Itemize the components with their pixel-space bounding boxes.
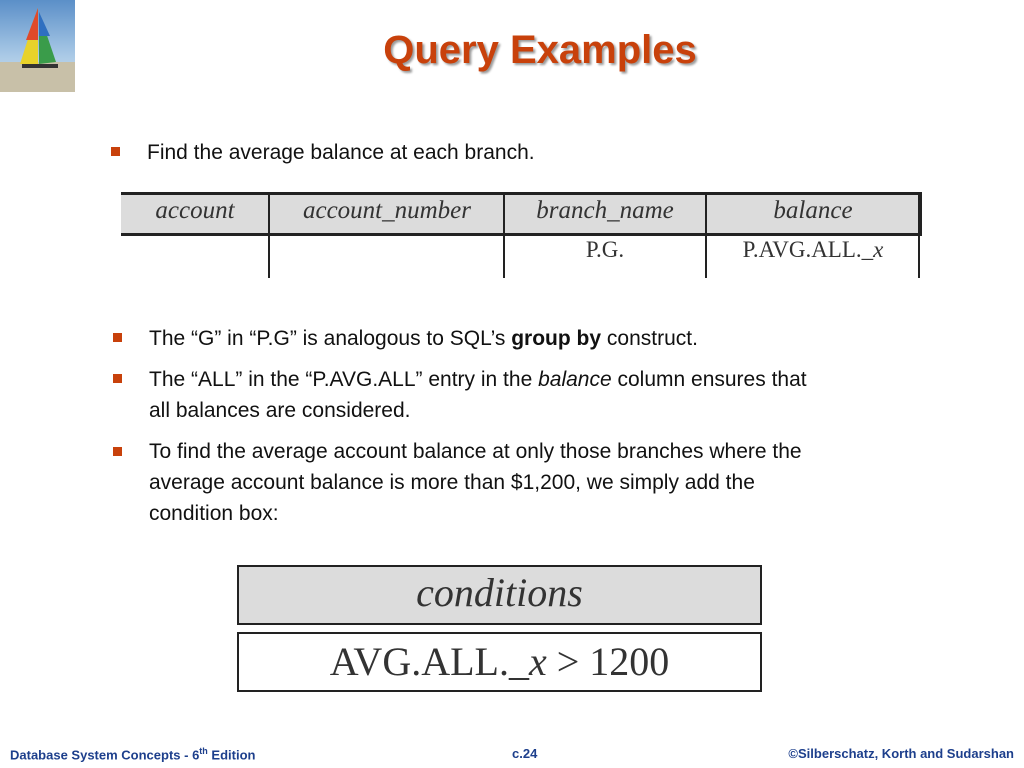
bullet-marker (113, 447, 122, 456)
bullet-text: The “G” in “P.G” is analogous to SQL’s (149, 327, 512, 350)
bullet-text: condition box: (149, 502, 279, 525)
balance-command: P.AVG.ALL._ (742, 237, 874, 262)
bullet-marker (111, 147, 120, 156)
conditions-header: conditions (237, 565, 762, 625)
footer-copyright: ©Silberschatz, Korth and Sudarshan (788, 746, 1014, 761)
bullet-marker (113, 374, 122, 383)
intro-text: Find the average balance at each branch. (147, 141, 535, 164)
bullet-bold: group by (511, 327, 602, 350)
bullet-text: The “ALL” in the “P.AVG.ALL” entry in the (149, 368, 539, 391)
expr-command: AVG.ALL._ (329, 639, 529, 684)
conditions-expression (237, 632, 762, 692)
bullet-text: column ensures that (611, 368, 807, 391)
footer-text: Database System Concepts - 6 (10, 747, 200, 763)
footer-superscript: th (199, 746, 208, 756)
header-balance: balance (773, 197, 853, 224)
header-account: account (155, 197, 235, 224)
expr-variable: x (528, 639, 547, 684)
cell-branch-name: P.G. (585, 237, 625, 262)
bullet-all (149, 364, 807, 426)
footer-left (10, 746, 255, 762)
expr-comparison: > 1200 (546, 639, 670, 684)
cell-account (121, 236, 269, 272)
footer-page-number: c.24 (512, 746, 538, 761)
bullet-marker (113, 333, 122, 342)
qbe-account-table (121, 192, 921, 278)
bullet-italic: balance (538, 368, 612, 391)
footer-text: Edition (207, 747, 256, 763)
bullet-text: construct. (601, 327, 698, 350)
header-account-number: account_number (302, 197, 472, 224)
header-branch-name: branch_name (536, 197, 674, 224)
cell-account-number (271, 236, 503, 272)
balance-variable: x (873, 237, 884, 262)
cell-balance (707, 236, 919, 272)
bullet-text: To find the average account balance at only those branches where the (149, 440, 802, 463)
bullet-text: all balances are considered. (149, 399, 411, 422)
bullet-text: average account balance is more than $1,200, we simply add the (149, 471, 755, 494)
slide-title: Query Examples (383, 28, 697, 72)
bullet-group-by (149, 323, 698, 354)
bullet-condition (149, 436, 802, 529)
